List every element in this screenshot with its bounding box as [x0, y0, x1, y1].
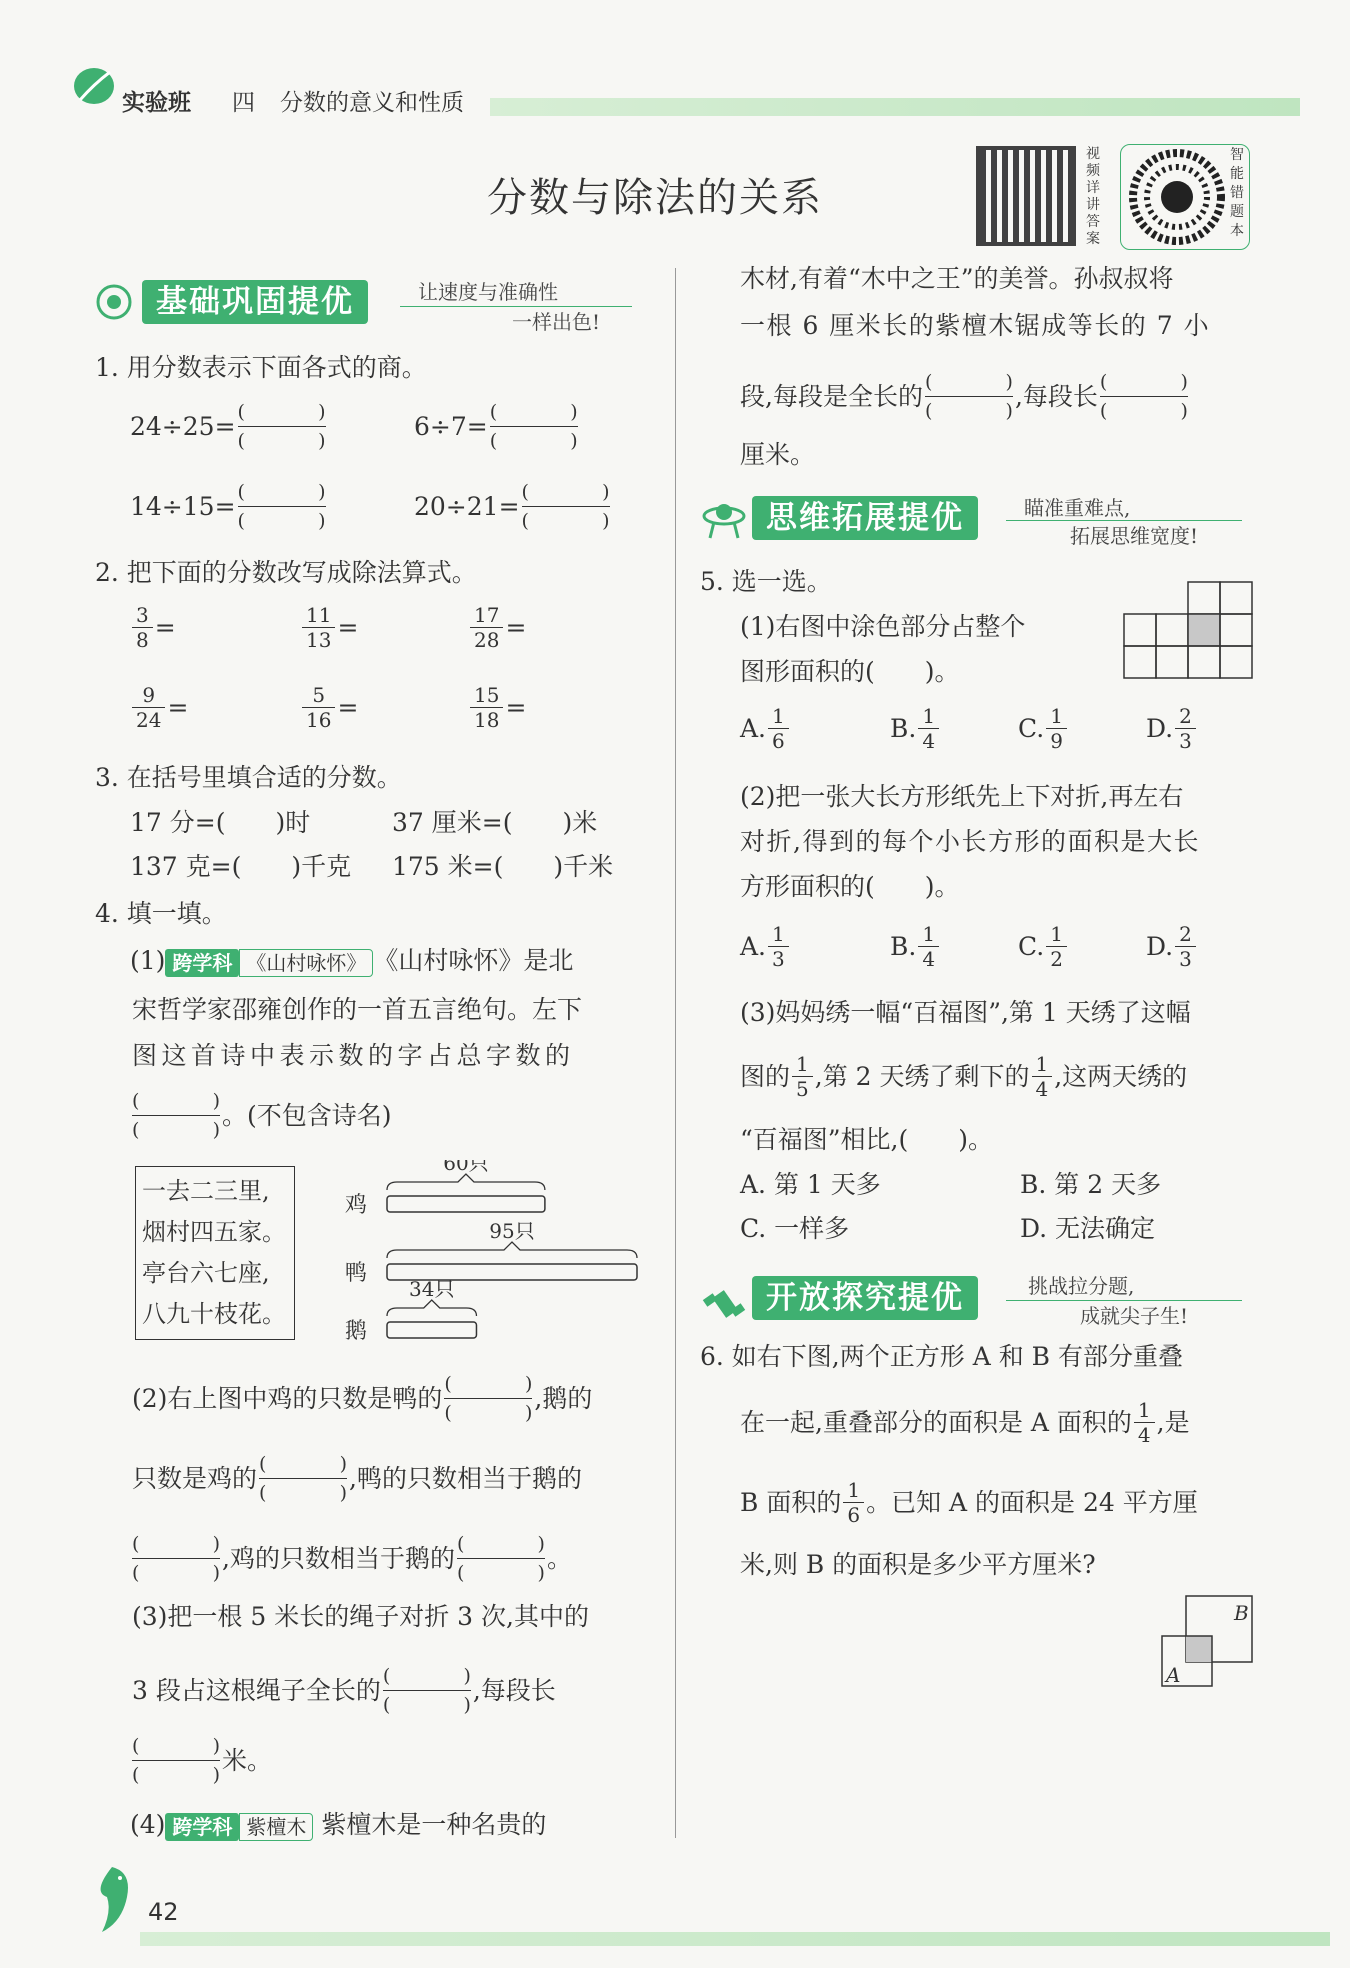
q2-stem: 2. 把下面的分数改写成除法算式。 [95, 558, 477, 587]
answer-blank[interactable]: ( ) ( ) [237, 481, 326, 532]
q4-p3-line2: 3 段占这根绳子全长的 ( ) ( ) ,每段长 [132, 1662, 556, 1719]
q5-p3-option-a[interactable]: A. 第 1 天多 [740, 1170, 881, 1199]
q4-p3-line3: ( ) ( ) 米。 [130, 1732, 272, 1789]
q4-p4-right-line2: 一根 6 厘米长的紫檀木锯成等长的 7 小 [740, 311, 1211, 340]
cross-subject-tag: 跨学科 [165, 1813, 239, 1841]
section-icon-expand [700, 498, 748, 546]
answer-blank[interactable]: ( ) ( ) [521, 481, 610, 532]
q5-p2-option-d[interactable]: D. $\frac{2}{3}$ [1146, 922, 1198, 971]
answer-blank[interactable]: ( ) ( ) [382, 1665, 471, 1716]
q4-p1-line2: 宋哲学家邵雍创作的一首五言绝句。左下 [132, 995, 583, 1024]
answer-blank[interactable]: ( ) ( ) [132, 1090, 220, 1141]
answer-blank[interactable]: ( ) ( ) [259, 1453, 348, 1504]
section-slogan-basic-2: 一样出色! [512, 310, 601, 334]
poem-line: 亭台六七座, [142, 1259, 270, 1287]
section-slogan-expand-1: 瞄准重难点, [1024, 496, 1131, 520]
qr-code-video[interactable] [976, 146, 1076, 246]
q2-item-5: $\frac{5}{16}$ = [300, 683, 358, 732]
q3-stem: 3. 在括号里填合适的分数。 [95, 763, 402, 792]
q4-stem: 4. 填一填。 [95, 899, 227, 928]
qr-label-video: 视频详讲答案 [1086, 146, 1100, 247]
bar-segment [387, 1196, 545, 1212]
section-rule-expand [1006, 520, 1242, 521]
poem-line: 一去二三里, [142, 1177, 270, 1205]
section-rule-open [1006, 1300, 1242, 1301]
section-slogan-expand-2: 拓展思维宽度! [1070, 524, 1199, 548]
q5-p1-option-d[interactable]: D. $\frac{2}{3}$ [1146, 704, 1198, 753]
bar-row-name: 鹅 [345, 1319, 368, 1344]
qr-label-mistakes: 智能错题本 [1230, 147, 1244, 239]
q4-p4-right-line3: 段,每段是全长的 ( ) ( ) ,每段长 ( ) ( ) [740, 368, 1190, 425]
q5-p1-line1: (1)右图中涂色部分占整个 [740, 612, 1026, 641]
column-divider [675, 268, 676, 1838]
section-rule-basic [400, 306, 632, 307]
answer-blank[interactable]: ( ) ( ) [489, 401, 578, 452]
q4-p4-right-line1: 木材,有着“木中之王”的美誉。孙叔叔将 [740, 264, 1174, 293]
q5-p1-option-b[interactable]: B. $\frac{1}{4}$ [890, 704, 941, 753]
q6-line1: 6. 如右下图,两个正方形 A 和 B 有部分重叠 [700, 1342, 1183, 1371]
q1-item-4: 20÷21= ( ) ( ) [414, 478, 612, 535]
q5-p2-option-b[interactable]: B. $\frac{1}{4}$ [890, 922, 941, 971]
q4-p2-line3: ( ) ( ) ,鸡的只数相当于鹅的 ( ) ( ) 。 [130, 1530, 572, 1587]
header-rule [490, 98, 1300, 116]
q6-line2: 在一起,重叠部分的面积是 A 面积的 $\frac{1}{4}$ ,是 [740, 1398, 1190, 1447]
tag-topic: 紫檀木 [239, 1813, 313, 1841]
q5-p1-option-c[interactable]: C. $\frac{1}{9}$ [1018, 704, 1069, 753]
q5-stem: 5. 选一选。 [700, 567, 832, 596]
answer-blank[interactable]: ( ) ( ) [132, 1735, 220, 1786]
q4-p2-line2: 只数是鸡的 ( ) ( ) ,鸭的只数相当于鹅的 [132, 1450, 582, 1507]
q4-p1-line4: ( ) ( ) 。(不包含诗名) [130, 1087, 392, 1144]
answer-blank[interactable]: ( ) ( ) [456, 1533, 545, 1584]
bar-segment [387, 1322, 476, 1338]
q2-item-2: $\frac{11}{13}$ = [300, 603, 358, 652]
section-banner-open: 开放探究提优 [752, 1276, 978, 1320]
bar-brace [387, 1174, 545, 1190]
poem-line: 八九十枝花。 [142, 1300, 286, 1328]
bar-row-name: 鸭 [345, 1261, 368, 1286]
q5-p3-option-c[interactable]: C. 一样多 [740, 1214, 850, 1243]
q1-stem: 1. 用分数表示下面各式的商。 [95, 353, 427, 382]
q1-item-1: 24÷25= ( ) ( ) [130, 398, 328, 455]
page-number: 42 [148, 1898, 179, 1926]
answer-blank[interactable]: ( ) ( ) [444, 1373, 533, 1424]
q5-p2-option-c[interactable]: C. $\frac{1}{2}$ [1018, 922, 1069, 971]
q1-item-3: 14÷15= ( ) ( ) [130, 478, 328, 535]
q5-p3-line3: “百福图”相比,( )。 [740, 1125, 994, 1154]
q5-p2-line1: (2)把一张大长方形纸先上下对折,再左右 [740, 782, 1184, 811]
q4-p4-line1: (4) 跨学科 紫檀木 紫檀木是一种名贵的 [130, 1810, 547, 1839]
q3-row1-b: 37 厘米=( )米 [392, 808, 598, 837]
section-icon-basic [92, 282, 136, 326]
q4-p1-line3: 图这首诗中表示数的字占总字数的 [132, 1041, 575, 1070]
page-title: 分数与除法的关系 [487, 175, 823, 221]
tag-topic: 《山村咏怀》 [239, 949, 373, 977]
answer-blank[interactable]: ( ) ( ) [237, 401, 326, 452]
q2-item-3: $\frac{17}{28}$ = [468, 603, 526, 652]
q5-p3-line1: (3)妈妈绣一幅“百福图”,第 1 天绣了这幅 [740, 998, 1191, 1027]
q4-p3-line1: (3)把一根 5 米长的绳子对折 3 次,其中的 [132, 1602, 589, 1631]
section-slogan-basic-1: 让速度与准确性 [418, 280, 558, 304]
section-icon-open [700, 1280, 748, 1332]
answer-blank[interactable]: ( ) ( ) [1099, 371, 1188, 422]
q5-p3-line2: 图的 $\frac{1}{5}$ ,第 2 天绣了剩下的 $\frac{1}{4}$ ,这两天绣的 [740, 1052, 1188, 1101]
chapter-title: 分数的意义和性质 [280, 90, 464, 116]
q3-row1-a: 17 分=( )时 [130, 808, 311, 837]
q5-p3-option-d[interactable]: D. 无法确定 [1020, 1214, 1156, 1243]
series-name: 实验班 [122, 90, 191, 116]
q3-row2-a: 137 克=( )千克 [130, 852, 352, 881]
q5-p2-option-a[interactable]: A. $\frac{1}{3}$ [740, 922, 791, 971]
section-banner-expand: 思维拓展提优 [752, 496, 978, 540]
chapter-number: 四 [232, 90, 255, 116]
bar-brace [387, 1300, 476, 1316]
q2-item-4: $\frac{9}{24}$ = [130, 683, 188, 732]
leaf-logo-icon [72, 64, 116, 112]
poem-box [135, 1166, 295, 1340]
bar-value-label: 60只 [443, 1160, 489, 1175]
q2-item-1: $\frac{3}{8}$ = [130, 603, 176, 652]
q1-item-2: 6÷7= ( ) ( ) [414, 398, 580, 455]
bar-diagram [345, 1160, 645, 1350]
q6-line3: B 面积的 $\frac{1}{6}$ 。已知 A 的面积是 24 平方厘 [740, 1478, 1198, 1527]
bar-row-name: 鸡 [345, 1193, 368, 1218]
q5-grid-figure [1118, 580, 1256, 688]
answer-blank[interactable]: ( ) ( ) [924, 371, 1013, 422]
q5-p3-option-b[interactable]: B. 第 2 天多 [1020, 1170, 1162, 1199]
q5-p2-line2: 对折,得到的每个小长方形的面积是大长 [740, 827, 1200, 856]
q6-squares-figure [1158, 1590, 1258, 1694]
bar-value-label: 34只 [409, 1277, 455, 1301]
square-a-label: A [1166, 1663, 1181, 1687]
q5-p1-option-a[interactable]: A. $\frac{1}{6}$ [740, 704, 791, 753]
q4-p4-right-line4: 厘米。 [740, 440, 816, 469]
answer-blank[interactable]: ( ) ( ) [132, 1533, 220, 1584]
section-slogan-open-2: 成就尖子生! [1080, 1304, 1189, 1328]
footer-rule [140, 1932, 1330, 1946]
square-b-label: B [1234, 1601, 1249, 1625]
bar-brace [387, 1242, 637, 1258]
bar-value-label: 95只 [489, 1219, 535, 1243]
q5-p1-line2: 图形面积的( )。 [740, 657, 960, 686]
cross-subject-tag: 跨学科 [165, 949, 239, 977]
q4-p1-line1: (1) 跨学科 《山村咏怀》 《山村咏怀》是北 [130, 946, 574, 975]
q3-row2-b: 175 米=( )千米 [392, 852, 614, 881]
q4-p2-line1: (2)右上图中鸡的只数是鸭的 ( ) ( ) ,鹅的 [132, 1370, 592, 1427]
q6-line4: 米,则 B 的面积是多少平方厘米? [740, 1550, 1096, 1579]
q2-item-6: $\frac{15}{18}$ = [468, 683, 526, 732]
section-slogan-open-1: 挑战拉分题, [1028, 1274, 1135, 1298]
poem-line: 烟村四五家。 [142, 1218, 286, 1246]
dolphin-icon [82, 1862, 142, 1946]
section-banner-basic: 基础巩固提优 [142, 280, 368, 324]
q5-p2-line3: 方形面积的( )。 [740, 872, 960, 901]
